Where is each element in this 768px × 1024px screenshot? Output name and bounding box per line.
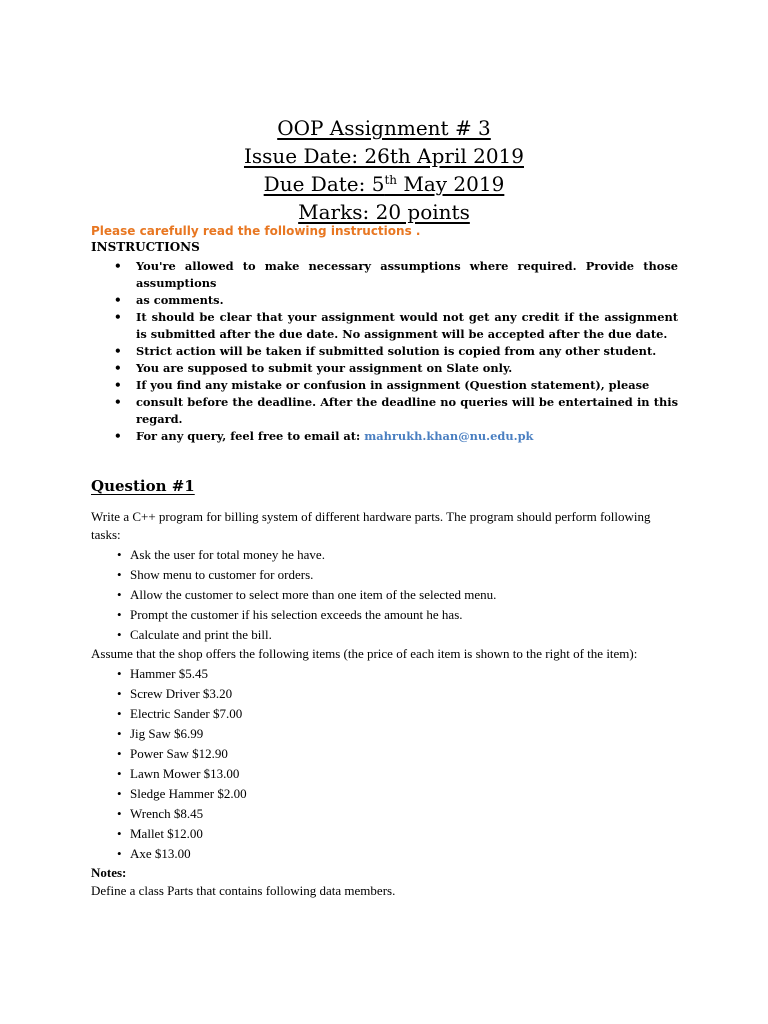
items-price-list — [91, 664, 679, 864]
task-item: • Show menu to customer for orders. — [91, 565, 679, 585]
instruction-item: • You're allowed to make necessary assumptions where required. Provide those assumptions — [112, 258, 678, 292]
task-item: • Prompt the customer if his selection exceeds the amount he has. — [91, 605, 679, 625]
issue-date: Issue Date: 26th April 2019 — [243, 144, 524, 168]
price-item: • Hammer $5.45 — [91, 664, 679, 684]
question-intro: Write a C++ program for billing system of different hardware parts. The program should perform following tasks: — [91, 509, 651, 542]
task-list — [91, 545, 679, 645]
assignment-header — [0, 114, 768, 226]
price-item: • Power Saw $12.90 — [91, 744, 679, 764]
assignment-title: OOP Assignment # 3 — [277, 116, 491, 140]
price-item: • Lawn Mower $13.00 — [91, 764, 679, 784]
notes-text: Define a class Parts that contains following data members. — [91, 883, 396, 898]
read-instructions-notice: Please carefully read the following instructions . — [91, 224, 421, 238]
price-item: • Sledge Hammer $2.00 — [91, 784, 679, 804]
due-date: Due Date: 5th May 2019 — [263, 172, 505, 196]
price-item: • Wrench $8.45 — [91, 804, 679, 824]
task-item: • Calculate and print the bill. — [91, 625, 679, 645]
instruction-item: • If you find any mistake or confusion in assignment (Question statement), please — [112, 377, 678, 394]
instruction-item: • as comments. — [112, 292, 678, 309]
instruction-item: • It should be clear that your assignment would not get any credit if the assignment is submitted after the due date. No assignment will be accepted after the due date. — [112, 309, 678, 343]
task-item: • Ask the user for total money he have. — [91, 545, 679, 565]
question-body — [91, 508, 679, 900]
marks: Marks: 20 points — [298, 200, 470, 224]
items-intro: Assume that the shop offers the following items (the price of each item is shown to the right of the item): — [91, 646, 638, 661]
instructions-list — [112, 258, 678, 445]
instruction-item: • consult before the deadline. After the deadline no queries will be entertained in this regard. — [112, 394, 678, 428]
price-item: • Screw Driver $3.20 — [91, 684, 679, 704]
question-title: Question #1 — [91, 477, 195, 495]
instructions-heading: INSTRUCTIONS — [91, 240, 200, 254]
email-link[interactable]: mahrukh.khan@nu.edu.pk — [364, 429, 534, 443]
instruction-item: • Strict action will be taken if submitted solution is copied from any other student. — [112, 343, 678, 360]
price-item: • Electric Sander $7.00 — [91, 704, 679, 724]
price-item: • Jig Saw $6.99 — [91, 724, 679, 744]
price-item: • Mallet $12.00 — [91, 824, 679, 844]
task-item: • Allow the customer to select more than one item of the selected menu. — [91, 585, 679, 605]
notes-heading: Notes: — [91, 865, 127, 880]
price-item: • Axe $13.00 — [91, 844, 679, 864]
instruction-item-email: • For any query, feel free to email at: mahrukh.khan@nu.edu.pk — [112, 428, 678, 445]
instruction-item: • You are supposed to submit your assignment on Slate only. — [112, 360, 678, 377]
